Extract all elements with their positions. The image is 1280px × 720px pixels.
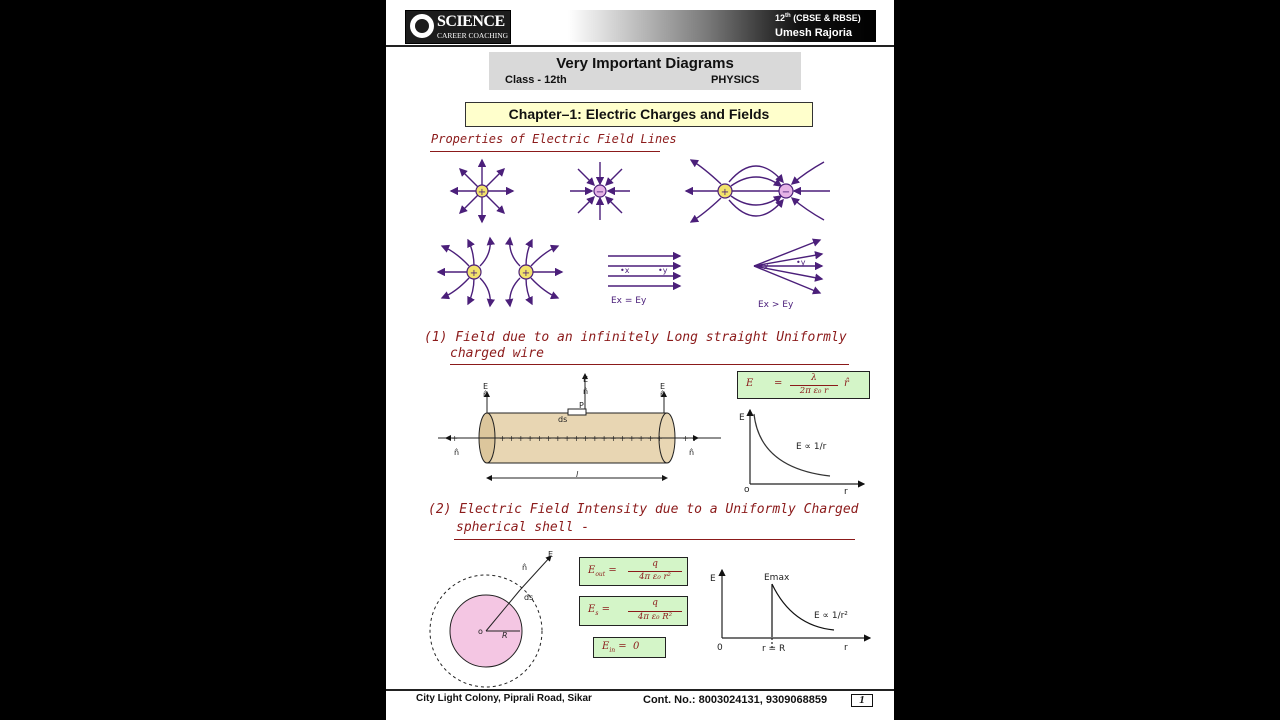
svg-text:P: P — [579, 401, 584, 410]
svg-text:o: o — [744, 485, 750, 495]
two-positive-charges-field-lines — [438, 238, 562, 306]
title-subject: PHYSICS — [711, 74, 760, 86]
svg-text:+: + — [720, 187, 730, 198]
svg-text:E: E — [739, 413, 745, 423]
chapter-title: Chapter–1: Electric Charges and Fields — [465, 102, 813, 127]
svg-text:−: − — [781, 187, 791, 198]
properties-heading: Properties of Electric Field Lines — [431, 132, 677, 146]
svg-text:n̂: n̂ — [583, 387, 589, 396]
svg-text:0: 0 — [717, 643, 723, 653]
page-title: Very Important Diagrams — [556, 55, 734, 72]
svg-text:n̂: n̂ — [660, 390, 666, 399]
svg-text:r: r — [844, 643, 848, 653]
svg-text:+: + — [477, 187, 487, 198]
svg-text:E: E — [710, 574, 716, 584]
wire-field-formula: E = λ 2π ε₀ r r̂ — [737, 371, 870, 399]
dipole-field-lines — [686, 160, 830, 222]
footer-divider — [386, 689, 894, 691]
uniform-field-lines — [608, 256, 680, 286]
logo-title: SCIENCE — [437, 13, 505, 30]
document-page — [386, 0, 894, 720]
svg-text:n̂: n̂ — [522, 563, 528, 572]
spherical-shell — [430, 556, 551, 687]
svg-text:E ∝ 1/r²: E ∝ 1/r² — [814, 611, 848, 621]
logo-subtitle: CAREER COACHING — [437, 31, 509, 40]
svg-text:E: E — [583, 375, 589, 384]
svg-text:E ∝ 1/r: E ∝ 1/r — [796, 442, 827, 452]
section1-underline — [450, 364, 849, 365]
e-in-formula: $E_{in} = 0$ — [593, 637, 666, 658]
svg-text:−: − — [595, 187, 605, 198]
svg-text:+ + + + + + + + + + + + + + +: + + + + + + + + + + + + + + + + + + — [499, 434, 663, 443]
svg-text:E: E — [660, 382, 666, 391]
svg-text:n̂: n̂ — [483, 390, 489, 399]
section2-heading: (2) Electric Field Intensity due to a Uniformly Charged — [428, 502, 859, 517]
svg-text:ds: ds — [558, 415, 568, 424]
svg-text:r: r — [844, 487, 848, 497]
svg-text:o: o — [478, 627, 483, 636]
svg-text:E: E — [548, 550, 554, 559]
e-out-formula: $E_{out}$ = q 4π ε₀ r² — [579, 557, 688, 586]
header-teacher: Umesh Rajoria — [775, 27, 853, 39]
uniform-field-label: Ex = Ey — [611, 296, 647, 306]
page-number: 1 — [851, 694, 873, 707]
svg-text:- +: - + — [446, 434, 459, 443]
svg-text:+: + — [469, 268, 479, 279]
svg-text:R: R — [502, 631, 508, 640]
nonuniform-field-label: Ex > Ey — [758, 300, 794, 310]
svg-text:•y: •y — [658, 266, 668, 275]
svg-text:•x: •x — [759, 262, 769, 271]
footer-contact: Cont. No.: 8003024131, 9309068859 — [643, 694, 828, 706]
svg-text:ds: ds — [524, 593, 534, 602]
section2-heading-cont: spherical shell - — [456, 520, 590, 535]
svg-text:l: l — [576, 470, 579, 479]
e-surface-formula: $E_s$ = q 4π ε₀ R² — [579, 596, 688, 626]
svg-text:r = R: r = R — [762, 644, 786, 654]
header-class: 12th (CBSE & RBSE) — [775, 13, 861, 23]
svg-text:E: E — [483, 382, 489, 391]
section2-underline — [454, 539, 855, 540]
section1-heading: (1) Field due to an infinitely Long straight Uniformly — [424, 330, 847, 345]
title-class: Class - 12th — [505, 74, 567, 86]
footer-address: City Light Colony, Piprali Road, Sikar — [416, 693, 592, 704]
svg-text:•x: •x — [620, 266, 630, 275]
shell-field-graph — [722, 570, 870, 650]
svg-text:+: + — [521, 268, 531, 279]
section1-heading-cont: charged wire — [450, 346, 544, 361]
svg-text:n̂: n̂ — [689, 448, 695, 457]
svg-text:n̂: n̂ — [454, 448, 460, 457]
svg-text:+ +: + + — [682, 434, 698, 443]
svg-text:•y: •y — [796, 258, 806, 267]
svg-text:Emax: Emax — [764, 573, 790, 583]
